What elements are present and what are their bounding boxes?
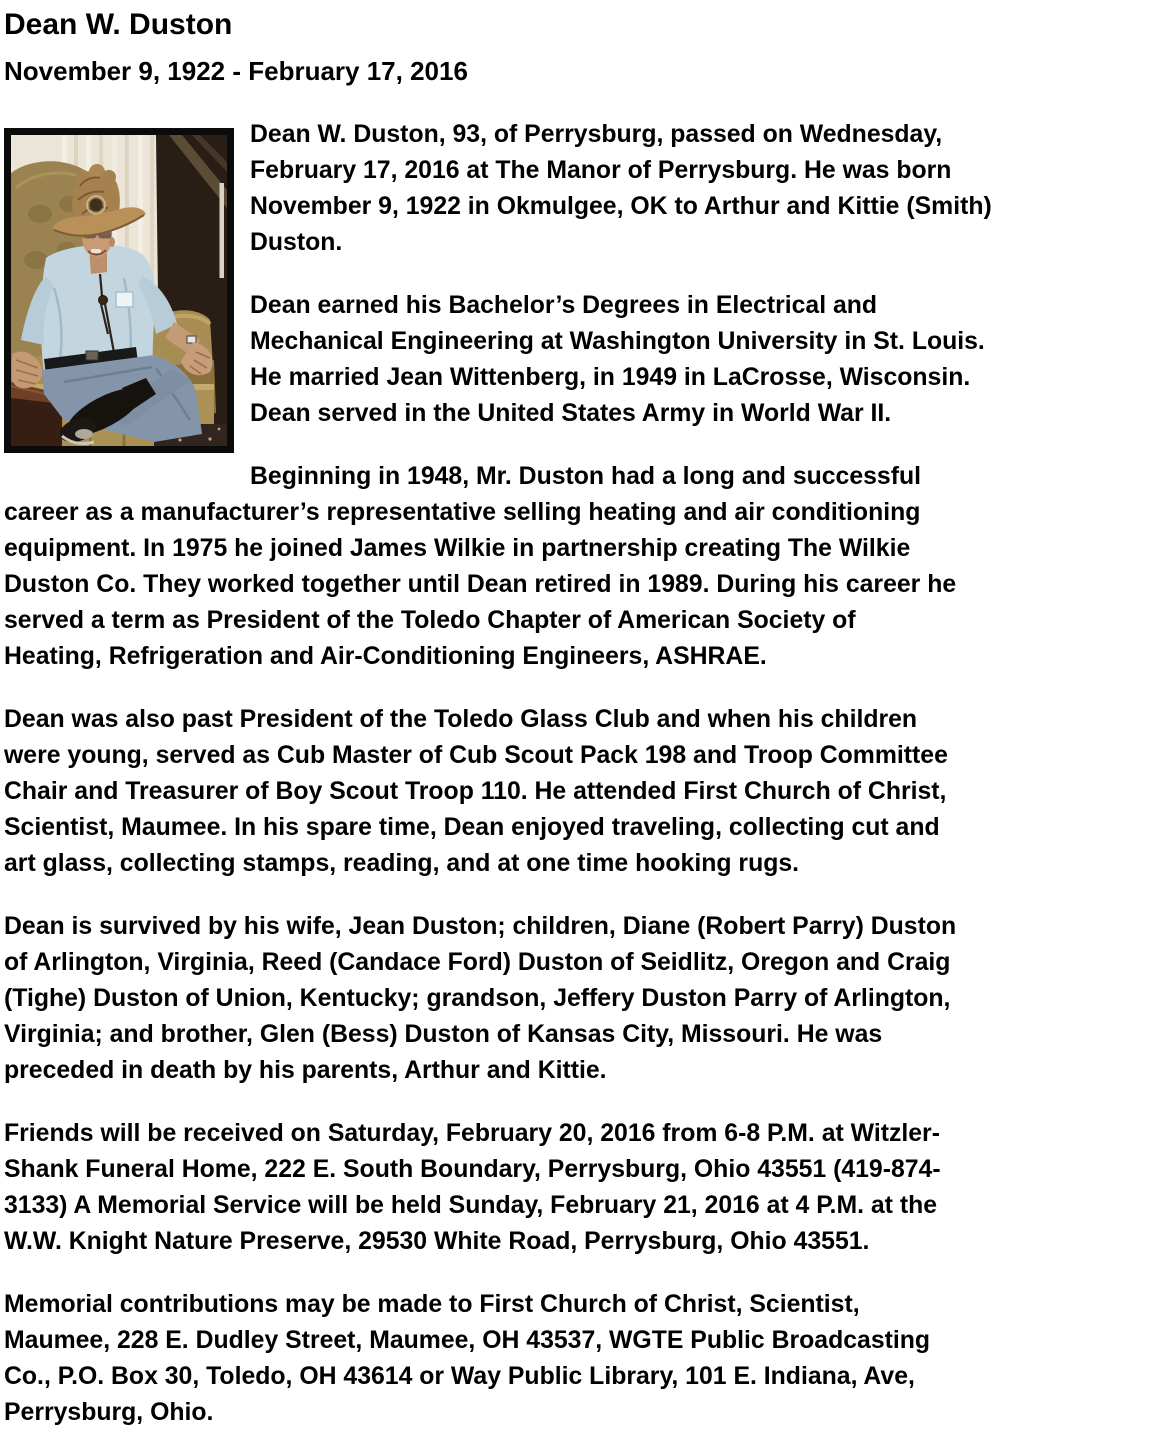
portrait-photo-image xyxy=(4,128,234,453)
text-line: Friends will be received on Saturday, February 20, 2016 from 6-8 P.M. at Witzler- xyxy=(4,1120,940,1147)
paragraph xyxy=(4,1287,1148,1431)
text-line: were young, served as Cub Master of Cub Scout Pack 198 and Troop Committee xyxy=(4,742,948,769)
text-line: November 9, 1922 in Okmulgee, OK to Arthur and Kittie (Smith) xyxy=(250,193,992,220)
paragraph xyxy=(4,1116,1148,1260)
text-line: Dean was also past President of the Toledo Glass Club and when his children xyxy=(4,706,918,733)
text-line: art glass, collecting stamps, reading, and at one time hooking rugs. xyxy=(4,850,800,877)
text-line: Virginia; and brother, Glen (Bess) Duston of Kansas City, Missouri. He was xyxy=(4,1021,883,1048)
obituary-body xyxy=(4,117,1148,1431)
text-line: February 17, 2016 at The Manor of Perrysburg. He was born xyxy=(250,157,952,184)
text-line: Heating, Refrigeration and Air-Conditioning Engineers, ASHRAE. xyxy=(4,643,767,670)
text-line: Chair and Treasurer of Boy Scout Troop 110. He attended First Church of Christ, xyxy=(4,778,947,805)
text-line: Memorial contributions may be made to First Church of Christ, Scientist, xyxy=(4,1291,860,1318)
text-line: Mechanical Engineering at Washington University in St. Louis. xyxy=(250,328,985,355)
text-line: Perrysburg, Ohio. xyxy=(4,1399,214,1426)
text-line: Beginning in 1948, Mr. Duston had a long and successful xyxy=(250,463,922,490)
text-line: Scientist, Maumee. In his spare time, Dean enjoyed traveling, collecting cut and xyxy=(4,814,940,841)
text-line: preceded in death by his parents, Arthur and Kittie. xyxy=(4,1057,607,1084)
text-line: Maumee, 228 E. Dudley Street, Maumee, OH 43537, WGTE Public Broadcasting xyxy=(4,1327,931,1354)
paragraph xyxy=(4,909,1148,1089)
paragraph xyxy=(4,702,1148,882)
text-line: Co., P.O. Box 30, Toledo, OH 43614 or Way Public Library, 101 E. Indiana, Ave, xyxy=(4,1363,915,1390)
text-line: equipment. In 1975 he joined James Wilkie in partnership creating The Wilkie xyxy=(4,535,911,562)
text-line: (Tighe) Duston of Union, Kentucky; grandson, Jeffery Duston Parry of Arlington, xyxy=(4,985,951,1012)
text-line: career as a manufacturer’s representative selling heating and air conditioning xyxy=(4,499,921,526)
text-line: Dean W. Duston, 93, of Perrysburg, passed on Wednesday, xyxy=(250,121,943,148)
page-title: Dean W. Duston xyxy=(4,8,233,41)
text-line: Dean served in the United States Army in World War II. xyxy=(250,400,892,427)
life-dates: November 9, 1922 - February 17, 2016 xyxy=(4,56,468,86)
portrait-photo xyxy=(4,128,234,453)
text-line: served a term as President of the Toledo Chapter of American Society of xyxy=(4,607,856,634)
text-line: 3133) A Memorial Service will be held Sunday, February 21, 2016 at 4 P.M. at the xyxy=(4,1192,938,1219)
text-line: of Arlington, Virginia, Reed (Candace Ford) Duston of Seidlitz, Oregon and Craig xyxy=(4,949,951,976)
text-line: W.W. Knight Nature Preserve, 29530 White Road, Perrysburg, Ohio 43551. xyxy=(4,1228,870,1255)
paragraph xyxy=(4,459,1148,675)
text-line: Duston Co. They worked together until Dean retired in 1989. During his career he xyxy=(4,571,957,598)
text-line: He married Jean Wittenberg, in 1949 in LaCrosse, Wisconsin. xyxy=(250,364,971,391)
text-line: Dean is survived by his wife, Jean Duston; children, Diane (Robert Parry) Duston xyxy=(4,913,957,940)
text-line: Duston. xyxy=(250,229,343,256)
text-line: Dean earned his Bachelor’s Degrees in Electrical and xyxy=(250,292,878,319)
text-line: Shank Funeral Home, 222 E. South Boundary, Perrysburg, Ohio 43551 (419-874- xyxy=(4,1156,941,1183)
